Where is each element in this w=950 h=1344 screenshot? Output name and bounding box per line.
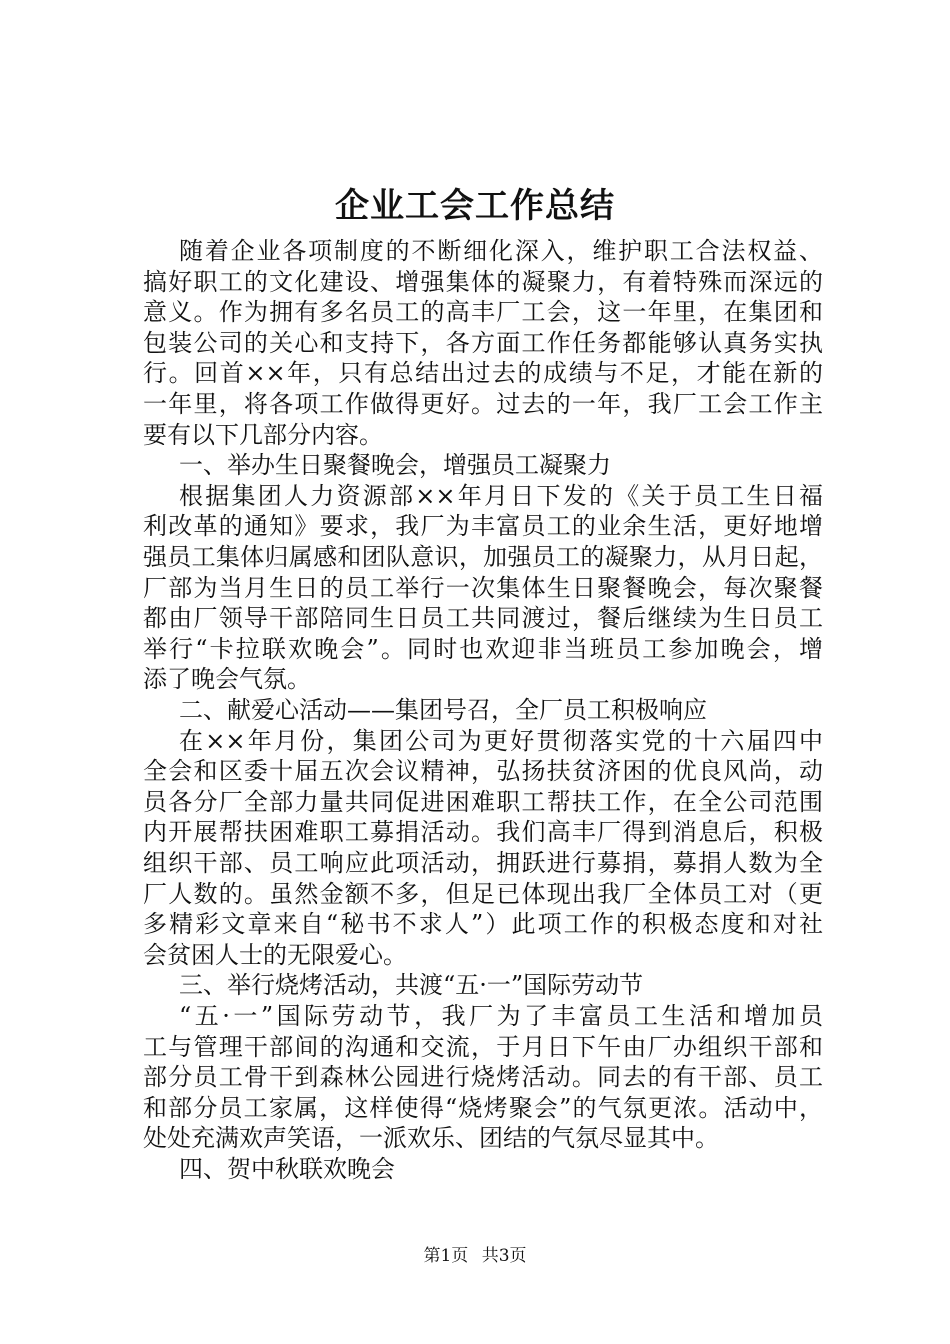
body-line: 添了晚会气氛。 bbox=[143, 665, 311, 693]
body-line: 行。回首××年，只有总结出过去的成绩与不足，才能在新的 bbox=[143, 359, 823, 387]
section-heading: 一、举办生日聚餐晚会，增强员工凝聚力 bbox=[179, 451, 611, 479]
body-line: 举行“卡拉联欢晚会”。同时也欢迎非当班员工参加晚会，增 bbox=[143, 635, 823, 663]
body-line: “五·一”国际劳动节，我厂为了丰富员工生活和增加员 bbox=[179, 1002, 823, 1030]
body-line: 在××年月份，集团公司为更好贯彻落实党的十六届四中 bbox=[179, 727, 823, 755]
body-line: 包装公司的关心和支持下，各方面工作任务都能够认真务实执 bbox=[143, 329, 823, 357]
body-line: 厂人数的。虽然金额不多，但足已体现出我厂全体员工对（更 bbox=[143, 880, 823, 908]
body-line: 都由厂领导干部陪同生日员工共同渡过，餐后继续为生日员工 bbox=[143, 604, 823, 632]
document-title: 企业工会工作总结 bbox=[335, 186, 615, 226]
section-heading: 三、举行烧烤活动，共渡“五·一”国际劳动节 bbox=[179, 971, 644, 999]
body-line: 工与管理干部间的沟通和交流，于月日下午由厂办组织干部和 bbox=[143, 1033, 823, 1061]
section-heading: 二、献爱心活动——集团号召，全厂员工积极响应 bbox=[179, 696, 707, 724]
page-number: 第1页 bbox=[423, 1246, 469, 1266]
page-footer bbox=[0, 1244, 950, 1268]
body-line: 内开展帮扶困难职工募捐活动。我们高丰厂得到消息后，积极 bbox=[143, 818, 823, 846]
body-line: 多精彩文章来自“秘书不求人”）此项工作的积极态度和对社 bbox=[143, 910, 823, 938]
body-line: 强员工集体归属感和团队意识，加强员工的凝聚力，从月日起， bbox=[143, 543, 823, 571]
body-line: 意义。作为拥有多名员工的高丰厂工会，这一年里，在集团和 bbox=[143, 298, 823, 326]
body-line: 一年里，将各项工作做得更好。过去的一年，我厂工会工作主 bbox=[143, 390, 823, 418]
body-line: 组织干部、员工响应此项活动，拥跃进行募捐，募捐人数为全 bbox=[143, 849, 823, 877]
section-heading: 四、贺中秋联欢晚会 bbox=[179, 1155, 395, 1183]
body-line: 部分员工骨干到森林公园进行烧烤活动。同去的有干部、员工 bbox=[143, 1063, 823, 1091]
body-line: 和部分员工家属，这样使得“烧烤聚会”的气氛更浓。活动中， bbox=[143, 1094, 823, 1122]
body-line: 全会和区委十届五次会议精神，弘扬扶贫济困的优良风尚，动 bbox=[143, 757, 823, 785]
body-line: 会贫困人士的无限爱心。 bbox=[143, 941, 407, 969]
body-line: 要有以下几部分内容。 bbox=[143, 421, 383, 449]
body-line: 根据集团人力资源部××年月日下发的《关于员工生日福 bbox=[179, 482, 823, 510]
body-line: 利改革的通知》要求，我厂为丰富员工的业余生活，更好地增 bbox=[143, 512, 823, 540]
body-line: 搞好职工的文化建设、增强集体的凝聚力，有着特殊而深远的 bbox=[143, 268, 823, 296]
body-line: 员各分厂全部力量共同促进困难职工帮扶工作，在全公司范围 bbox=[143, 788, 823, 816]
page-total: 共3页 bbox=[481, 1246, 527, 1266]
body-line: 厂部为当月生日的员工举行一次集体生日聚餐晚会，每次聚餐 bbox=[143, 574, 823, 602]
body-line: 处处充满欢声笑语，一派欢乐、团结的气氛尽显其中。 bbox=[143, 1124, 719, 1152]
body-line: 随着企业各项制度的不断细化深入，维护职工合法权益、 bbox=[179, 237, 823, 265]
